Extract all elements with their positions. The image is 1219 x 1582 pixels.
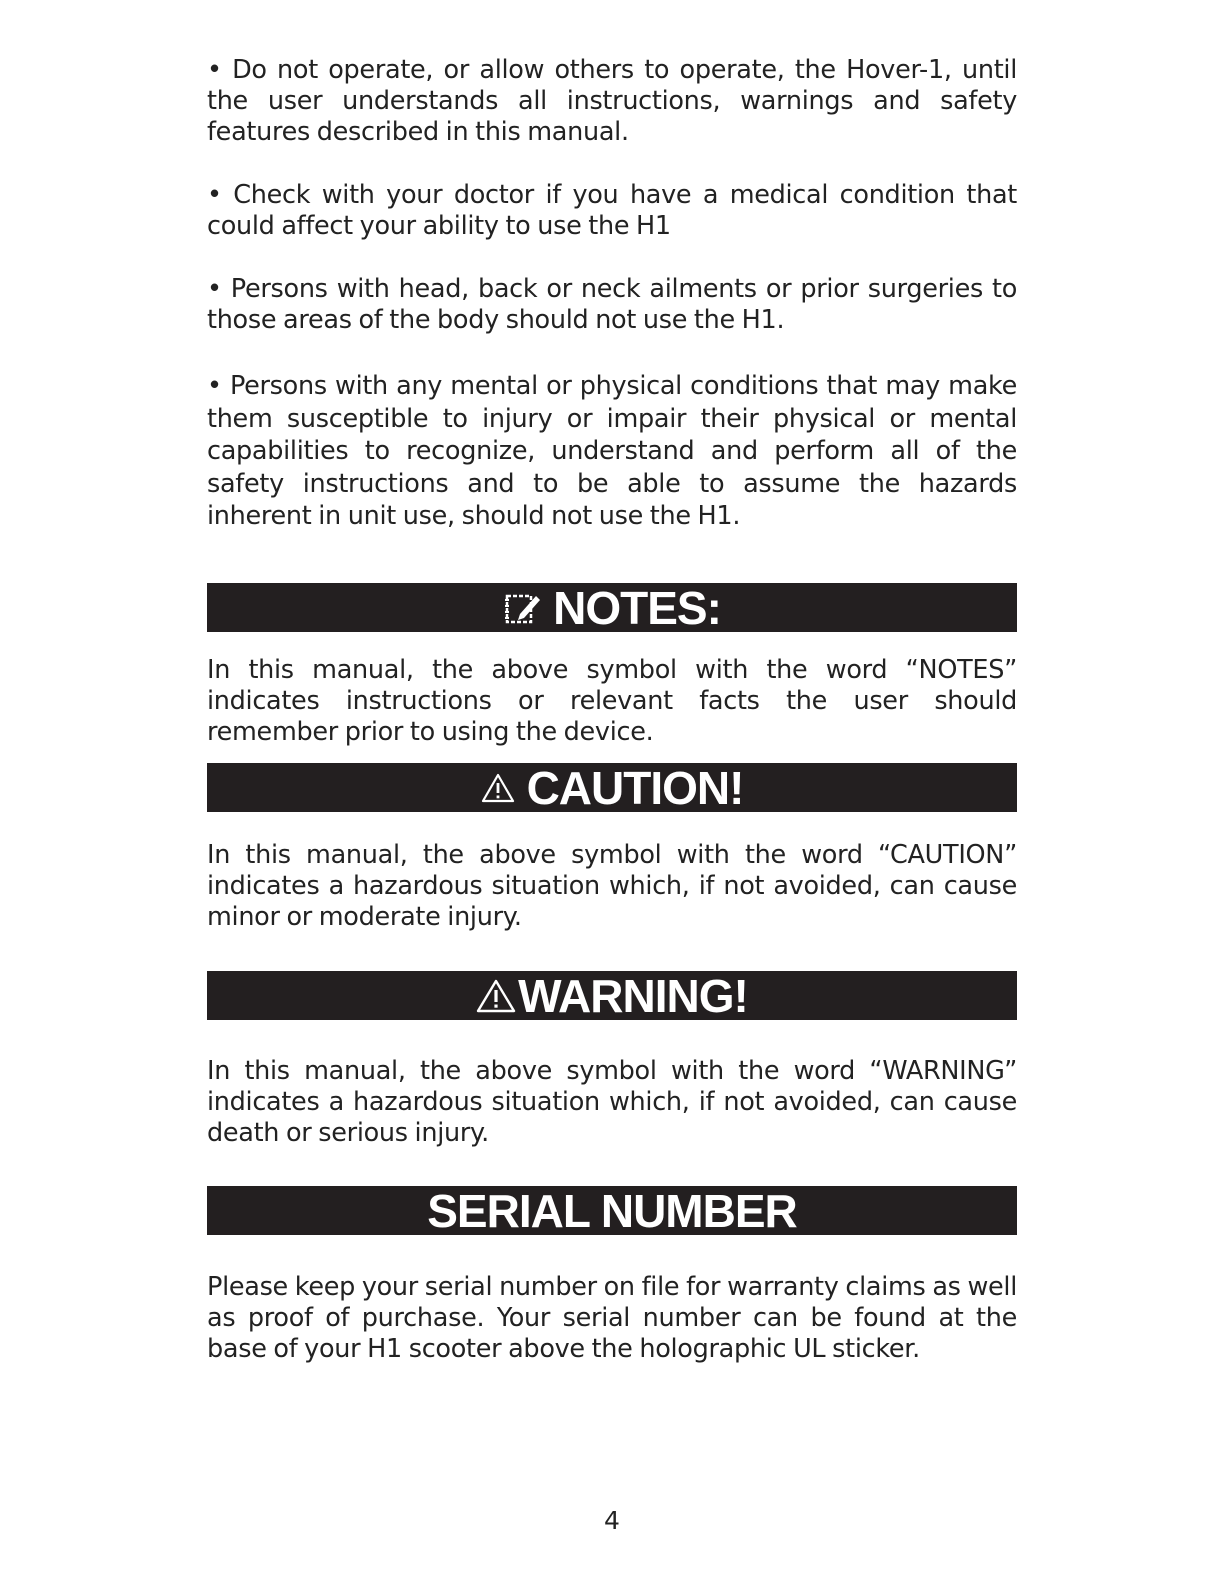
page-number: 4 (604, 1506, 620, 1535)
notes-description: In this manual, the above symbol with the word “NOTES” indicates instructions or relevant facts the user should remember prior to using the device. (207, 655, 1017, 747)
warning-banner (207, 971, 1017, 1020)
notes-banner (207, 583, 1017, 632)
warning-heading: WARNING! (518, 969, 748, 1022)
warning-description: In this manual, the above symbol with the word “WARNING” indicates a hazardous situation which, if not avoided, can cause death or serious injury. (207, 1056, 1017, 1148)
notepad-pencil-icon (503, 590, 541, 626)
manual-page (207, 0, 1017, 1582)
warning-triangle-icon (476, 979, 516, 1013)
serial-number-banner (207, 1186, 1017, 1235)
caution-description: In this manual, the above symbol with the word “CAUTION” indicates a hazardous situation which, if not avoided, can cause minor or moderate injury. (207, 840, 1017, 932)
serial-number-heading: SERIAL NUMBER (427, 1184, 797, 1237)
bullet-operate-instructions: • Do not operate, or allow others to operate, the Hover-1, until the user understands all instructions, warnings and safety features described in this manual. (207, 55, 1017, 147)
caution-banner (207, 763, 1017, 812)
notes-heading: NOTES: (553, 581, 721, 634)
bullet-head-back-neck: • Persons with head, back or neck ailments or prior surgeries to those areas of the body should not use the H1. (207, 274, 1017, 335)
serial-number-description: Please keep your serial number on file for warranty claims as well as proof of purchase. Your serial number can be found at the base of your H1 scooter above the holographic UL sticker. (207, 1272, 1017, 1364)
caution-heading: CAUTION! (526, 761, 744, 814)
warning-triangle-icon (481, 773, 515, 803)
bullet-mental-physical: • Persons with any mental or physical conditions that may make them susceptible to injury or impair their physical or mental capabilities to recognize, understand and perform all of the safety instructions and to be able to assume the hazards inherent in unit use, should not use the H1. (207, 371, 1017, 531)
bullet-medical-condition: • Check with your doctor if you have a medical condition that could affect your ability to use the H1 (207, 180, 1017, 241)
